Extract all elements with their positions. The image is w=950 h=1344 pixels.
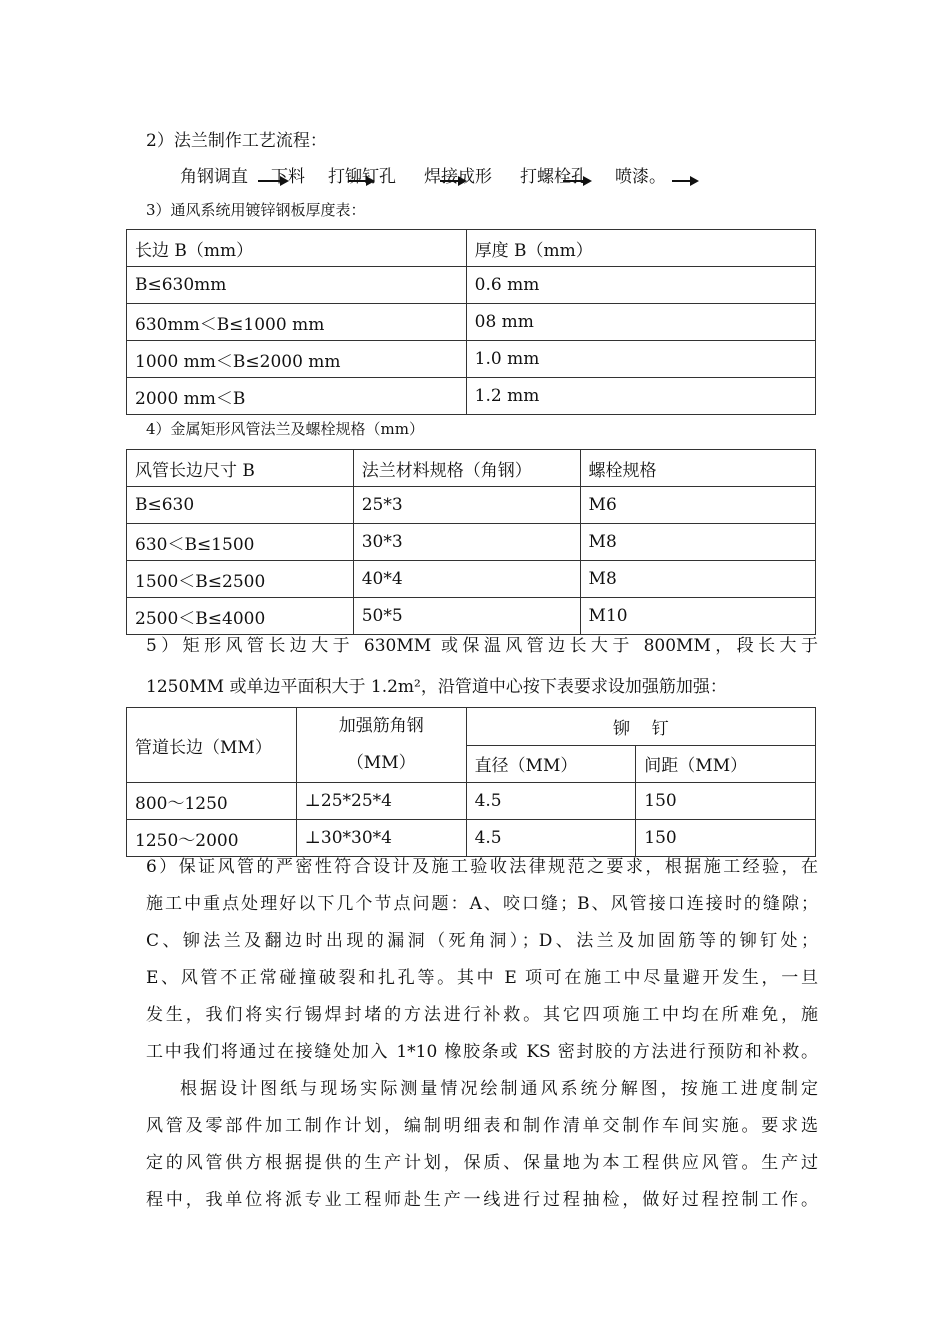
table-cell: 50*5 bbox=[353, 598, 580, 635]
header-cell bbox=[296, 708, 466, 783]
flow-step: 焊接成形 bbox=[424, 167, 492, 187]
flow-arrow-icon bbox=[563, 180, 589, 182]
section6-line: 6）保证风管的严密性符合设计及施工验收法律规范之要求，根据施工经验，在 bbox=[146, 857, 818, 877]
table-cell: 1.0 mm bbox=[466, 341, 815, 378]
table-cell: M6 bbox=[580, 487, 815, 524]
flow-step: 喷漆。 bbox=[615, 167, 666, 187]
table-cell: 30*3 bbox=[353, 524, 580, 561]
table-cell: 2500＜B≤4000 bbox=[127, 598, 354, 635]
table-cell: 25*3 bbox=[353, 487, 580, 524]
section2-title: 2）法兰制作工艺流程： bbox=[146, 131, 327, 151]
header-cell: 风管长边尺寸 B bbox=[127, 450, 354, 487]
table-cell: B≤630 bbox=[127, 487, 354, 524]
table-cell: 2000 mm＜B bbox=[127, 378, 467, 415]
section4-title: 4）金属矩形风管法兰及螺栓规格（mm） bbox=[146, 420, 424, 438]
table-cell: 4.5 bbox=[466, 783, 636, 820]
header-cell: 螺栓规格 bbox=[580, 450, 815, 487]
header-cell: 长边 B（mm） bbox=[127, 230, 467, 267]
section6-line: 施工中重点处理好以下几个节点问题：A、咬口缝；B、风管接口连接时的缝隙； bbox=[146, 894, 818, 914]
paragraph-line: 风管及零部件加工制作计划，编制明细表和制作清单交制作车间实施。要求选 bbox=[146, 1116, 818, 1136]
section5-line: 1250MM 或单边平面积大于 1.2m²，沿管道中心按下表要求设加强筋加强： bbox=[146, 677, 727, 697]
flow-step: 打螺栓孔 bbox=[520, 167, 588, 187]
table-cell: M10 bbox=[580, 598, 815, 635]
reinforcement-table bbox=[126, 707, 816, 857]
flow-arrow-icon bbox=[258, 180, 286, 182]
table-cell: 150 bbox=[636, 783, 816, 820]
table-cell: 630mm＜B≤1000 mm bbox=[127, 304, 467, 341]
table-row bbox=[127, 267, 816, 304]
table-header-row bbox=[127, 708, 816, 746]
table-header-row bbox=[127, 230, 816, 267]
section5-line: 5）矩形风管长边大于 630MM 或保温风管边长大于 800MM，段长大于 bbox=[146, 636, 818, 656]
table-row bbox=[127, 341, 816, 378]
table-cell: 630＜B≤1500 bbox=[127, 524, 354, 561]
table-row bbox=[127, 783, 816, 820]
table-header-row bbox=[127, 450, 816, 487]
section6-line: 工中我们将通过在接缝处加入 1*10 橡胶条或 KS 密封胶的方法进行预防和补救。 bbox=[146, 1042, 818, 1062]
table-cell: M8 bbox=[580, 524, 815, 561]
table-cell: 4.5 bbox=[466, 820, 636, 857]
flange-table bbox=[126, 449, 816, 635]
header-cell: 直径（MM） bbox=[466, 745, 636, 783]
header-cell: 铆 钉 bbox=[466, 708, 815, 746]
header-cell: 法兰材料规格（角钢） bbox=[353, 450, 580, 487]
table-cell: 1250～2000 bbox=[127, 820, 297, 857]
header-cell: 厚度 B（mm） bbox=[466, 230, 815, 267]
flow-arrow-icon bbox=[348, 180, 372, 182]
thickness-table bbox=[126, 229, 816, 415]
header-angle-bottom: （MM） bbox=[346, 753, 416, 773]
table-row bbox=[127, 561, 816, 598]
header-angle-top: 加强筋角钢 bbox=[338, 716, 424, 736]
table-row bbox=[127, 524, 816, 561]
table-cell: M8 bbox=[580, 561, 815, 598]
table-row bbox=[127, 304, 816, 341]
flow-step: 打铆钉孔 bbox=[328, 167, 396, 187]
section6-line: E、风管不正常碰撞破裂和扎孔等。其中 E 项可在施工中尽量避开发生，一旦 bbox=[146, 968, 818, 988]
flow-arrow-icon bbox=[672, 180, 696, 182]
table-cell: 1500＜B≤2500 bbox=[127, 561, 354, 598]
table-cell: 800～1250 bbox=[127, 783, 297, 820]
paragraph-line: 根据设计图纸与现场实际测量情况绘制通风系统分解图，按施工进度制定 bbox=[180, 1079, 818, 1099]
table-cell: 1000 mm＜B≤2000 mm bbox=[127, 341, 467, 378]
header-cell: 管道长边（MM） bbox=[127, 708, 297, 783]
table-cell: ⊥25*25*4 bbox=[296, 783, 466, 820]
paragraph-line: 程中，我单位将派专业工程师赴生产一线进行过程抽检，做好过程控制工作。 bbox=[146, 1190, 818, 1210]
table-cell: 08 mm bbox=[466, 304, 815, 341]
flow-arrow-icon bbox=[440, 180, 464, 182]
table-row bbox=[127, 487, 816, 524]
table-cell: 40*4 bbox=[353, 561, 580, 598]
flow-step: 下料 bbox=[271, 167, 305, 187]
table-cell: 1.2 mm bbox=[466, 378, 815, 415]
section6-line: C、铆法兰及翻边时出现的漏洞（死角洞）；D、法兰及加固筋等的铆钉处； bbox=[146, 931, 818, 951]
flow-step: 角钢调直 bbox=[180, 167, 248, 187]
table-cell: 150 bbox=[636, 820, 816, 857]
table-cell: ⊥30*30*4 bbox=[296, 820, 466, 857]
paragraph-line: 定的风管供方根据提供的生产计划，保质、保量地为本工程供应风管。生产过 bbox=[146, 1153, 818, 1173]
section3-title: 3）通风系统用镀锌钢板厚度表： bbox=[146, 201, 366, 219]
section6-line: 发生，我们将实行锡焊封堵的方法进行补救。其它四项施工中均在所难免，施 bbox=[146, 1005, 818, 1025]
header-cell: 间距（MM） bbox=[636, 745, 816, 783]
table-row bbox=[127, 378, 816, 415]
table-cell: 0.6 mm bbox=[466, 267, 815, 304]
table-cell: B≤630mm bbox=[127, 267, 467, 304]
